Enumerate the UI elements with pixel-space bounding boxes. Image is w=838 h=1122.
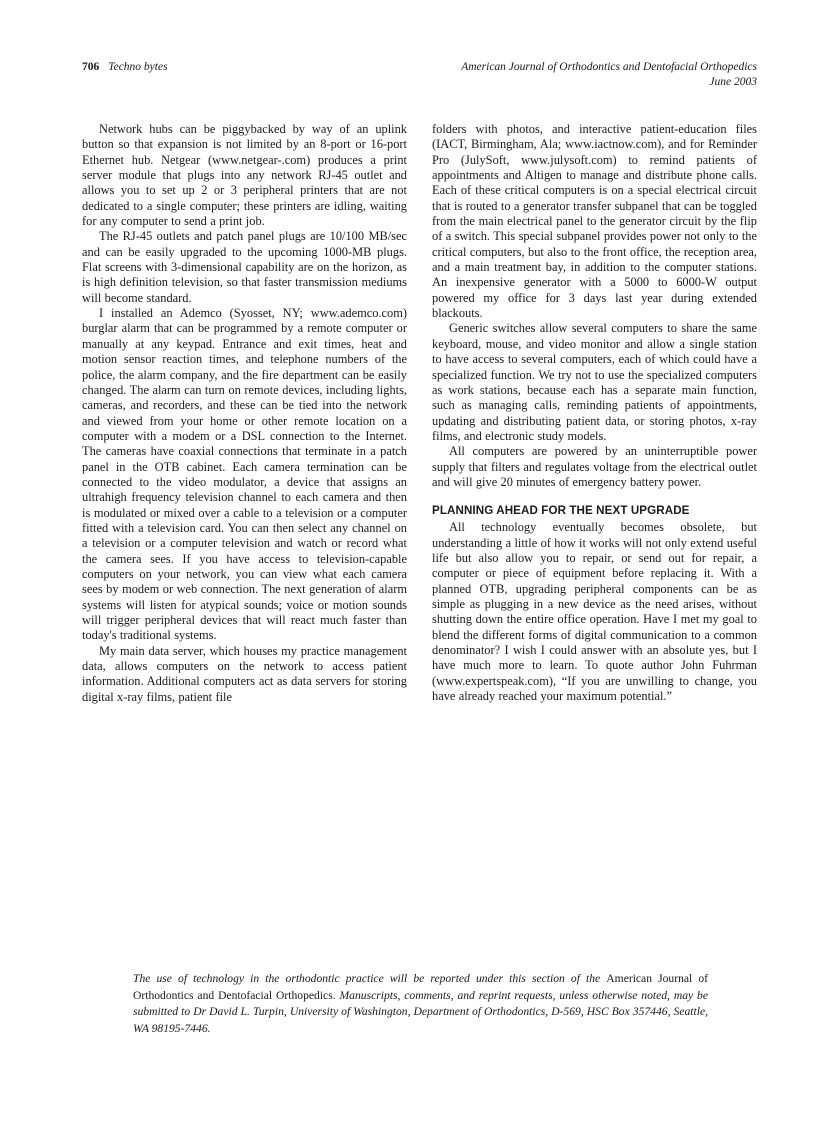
right-column (432, 122, 757, 705)
paragraph-continued: folders with photos, and interactive patient-education files (IACT, Birmingham, Ala; www.iactnow.com), and for Reminder Pro (JulySoft, www.julysoft.com) to remind patients of appointments and Altigen to manage and distribute phone calls. Each of these critical computers is on a special electrical circuit that is routed to a generator transfer subpanel that can be toggled from the main electrical panel to the generator circuit by the flip of a switch. This special subpanel provides power not only to the critical computers, but also to the front office, the reception area, and a main treatment bay, in addition to the computer stations. An inexpensive generator with a 5000 to 6000-W output powered my office for 3 days last year during extended blackouts. (432, 122, 757, 321)
paragraph: Generic switches allow several computers to share the same keyboard, mouse, and video monitor and allow a single station to have access to several computers, each of which could have a specialized function. We try not to use the specialized computers as work stations, because each has a separate main function, such as managing calls, reminding patients of appointments, updating and distributing patient data, or storing photos, x-ray films, and electronic study models. (432, 321, 757, 443)
article-body (82, 122, 757, 705)
paragraph: The RJ-45 outlets and patch panel plugs are 10/100 MB/sec and can be easily upgraded to the upcoming 1000-MB plugs. Flat screens with 3-dimensional capability are on the horizon, as is high definition television, so that faster transmission mediums will become standard. (82, 229, 407, 305)
section-heading: PLANNING AHEAD FOR THE NEXT UPGRADE (432, 504, 690, 518)
footnote-part2: Manuscripts, comments, and reprint requests, unless otherwise noted, may be submitted to Dr David L. Turpin, University of Washington, Department of Orthodontics, D-569, HSC Box 357446, Seattle, WA 98195-7446. (133, 988, 708, 1035)
paragraph: My main data server, which houses my practice management data, allows computers on the network to access patient information. Additional computers act as data servers for storing digital x-ray films, patient file (82, 643, 407, 704)
paragraph: All computers are powered by an uninterruptible power supply that filters and regulates voltage from the electrical outlet and will give 20 minutes of emergency battery power. (432, 444, 757, 489)
section-title: Techno bytes (108, 61, 168, 73)
running-head (82, 60, 757, 90)
left-column (82, 122, 407, 705)
paragraph: Network hubs can be piggybacked by way of an uplink button so that expansion is not limited by an 8-port or 16-port Ethernet hub. Netgear (www.netgear-.com) produces a print server module that plugs into any network RJ-45 outlet and allows you to set up 2 or 3 peripheral printers that are not dedicated to a single computer; these printers are idling, waiting for any computer to send a print job. (82, 122, 407, 229)
running-head-left (82, 60, 168, 75)
running-head-right (461, 60, 757, 90)
footnote-journal-name: American Journal of Orthodontics and Dentofacial Orthopedics. (133, 972, 708, 1002)
issue-date: June 2003 (709, 76, 757, 88)
paragraph: All technology eventually becomes obsolete, but understanding a little of how it works will not only extend useful life but also allow you to repair, or send out for repair, a computer or piece of equipment before replacing it. With a planned OTB, upgrading peripheral components can be as simple as plugging in a new device as the need arises, without shutting down the entire office operation. Have I met my goal to blend the different forms of digital communication to a common denominator? I wish I could answer with an absolute yes, but I have much more to learn. To quote author John Fuhrman (www.expertspeak.com), “If you are unwilling to change, you have already reached your maximum potential.” (432, 520, 757, 704)
footnote-part1: The use of technology in the orthodontic practice will be reported under this section of the (133, 972, 607, 985)
footnote (133, 971, 708, 1037)
page-folio: 706 (82, 61, 100, 73)
journal-title: American Journal of Orthodontics and Dentofacial Orthopedics (461, 61, 757, 73)
paragraph: I installed an Ademco (Syosset, NY; www.ademco.com) burglar alarm that can be programmed by a remote computer or manually at any keypad. Entrance and exit times, heat and motion sensor reaction times, and telephone numbers of the police, the alarm company, and the fire department can be easily changed. The alarm can turn on remote devices, including lights, cameras, and recorders, and these can be tied into the network and viewed from your home or other remote location on a computer with a modem or a DSL connection to the Internet. The cameras have coaxial connections that terminate in a patch panel in the OTB cabinet. Each camera termination can be connected to the video modulator, a device that assigns an ultrahigh frequency television channel to each camera and then is modulated or mixed over a cable to a television or a computer fitted with a television card. You can then select any channel on a television or a computer television and watch or record what the camera sees. If you have access to television-capable computers on your network, you can view what each camera sees by modem or web connection. The next generation of alarm systems will listen for atypical sounds; voice or motion sounds will trigger peripheral devices that will react much faster than today's traditional systems. (82, 306, 407, 643)
